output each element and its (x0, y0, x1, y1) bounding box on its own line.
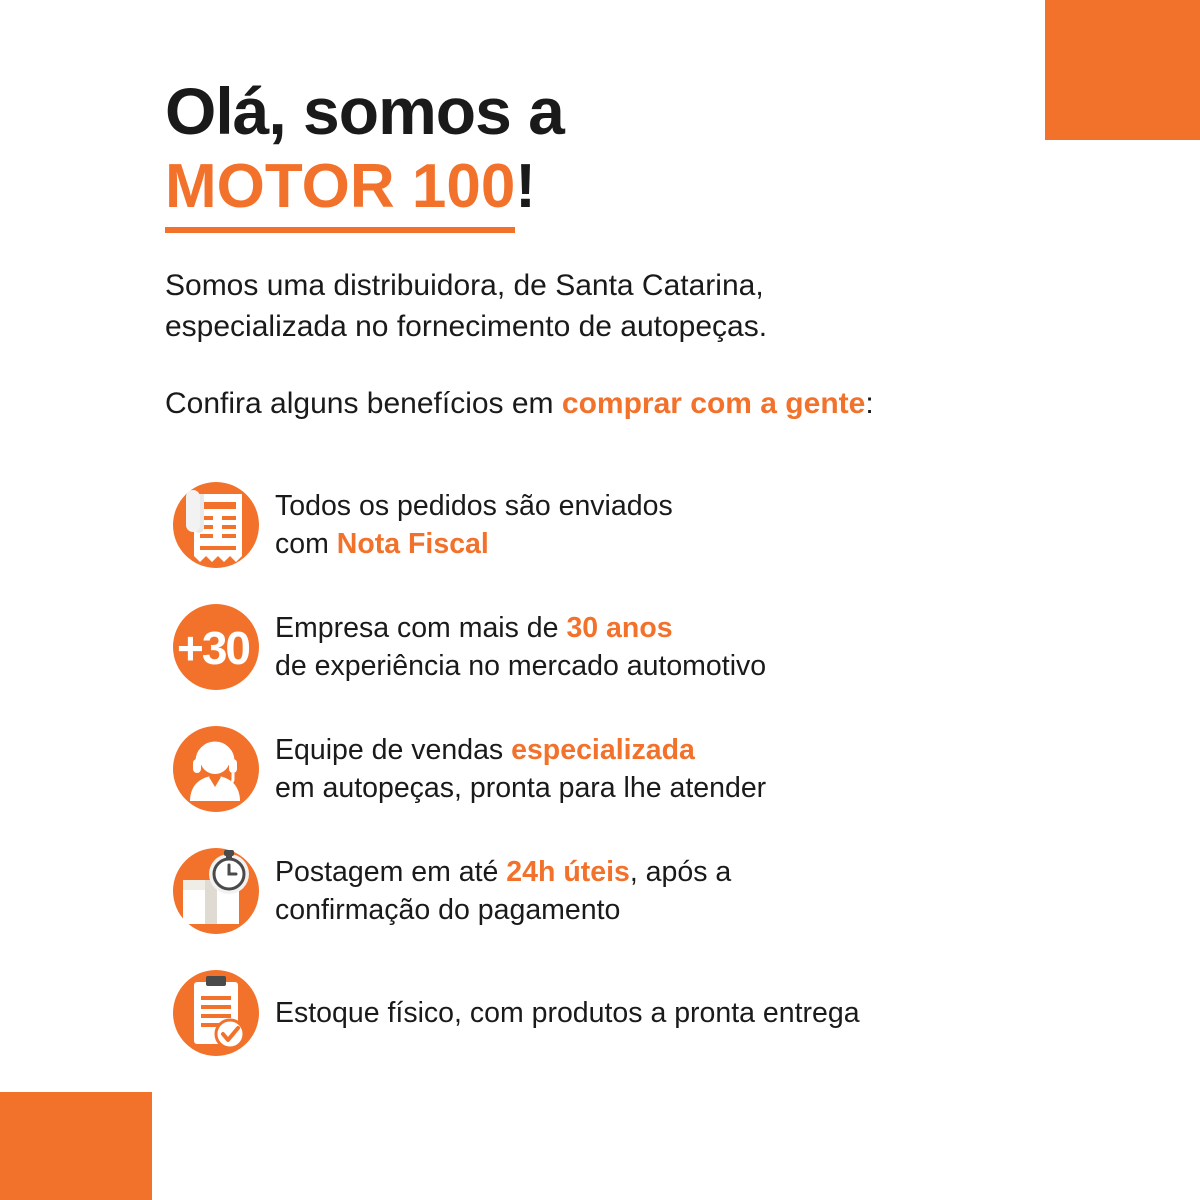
header-block (165, 74, 1125, 421)
list-item-line-1-accent: 24h úteis (506, 856, 630, 889)
list-item (165, 838, 1145, 946)
receipt-icon-glyph (172, 480, 258, 572)
benefits-lead (165, 387, 1125, 421)
list-item-line-1-prefix: Postagem em até (275, 856, 507, 889)
intro-line-1: Somos uma distribuidora, de Santa Catarina, (165, 269, 764, 302)
benefits-lead-suffix: : (865, 387, 874, 420)
list-item-line-2: de experiência no mercado automotivo (275, 650, 767, 682)
list-item-line-1 (275, 854, 731, 892)
list-item-text (265, 854, 731, 929)
headset-agent-icon (165, 720, 265, 820)
clipboard-check-icon (165, 964, 265, 1064)
decorative-corner-bottom-left (0, 1092, 152, 1200)
list-item-text (265, 488, 673, 563)
list-item-text (265, 610, 766, 685)
list-item-line-1-prefix: Empresa com mais de (275, 612, 567, 645)
brand-exclamation: ! (515, 152, 536, 221)
list-item-line-1-accent: especializada (511, 734, 695, 767)
list-item-line-1 (275, 732, 766, 770)
box-stopwatch-icon (165, 842, 265, 942)
clipboard-check-icon-glyph (172, 968, 258, 1060)
benefits-list (165, 472, 1145, 1082)
intro-line-2: especializada no fornecimento de autopeças. (165, 309, 768, 343)
plus-thirty-label: +30 (176, 622, 250, 674)
page-title-line2 (165, 152, 1125, 221)
brand-name: MOTOR 100 (165, 152, 515, 233)
list-item-text (265, 732, 766, 807)
list-item-line-2-prefix: com (275, 528, 337, 560)
list-item-line-1 (275, 610, 766, 648)
benefits-lead-accent: comprar com a gente (561, 387, 866, 420)
receipt-icon (165, 476, 265, 576)
list-item (165, 960, 1145, 1068)
list-item-line-1: Todos os pedidos são enviados (275, 490, 673, 523)
list-item (165, 594, 1145, 702)
list-item-line-2-accent: Nota Fiscal (336, 528, 489, 560)
list-item-line-1-suffix: , após a (629, 856, 732, 889)
list-item-line-1-prefix: Equipe de vendas (275, 734, 512, 767)
list-item (165, 472, 1145, 580)
list-item (165, 716, 1145, 824)
list-item-line-2: confirmação do pagamento (275, 894, 621, 926)
intro-paragraph (165, 266, 1125, 347)
page-title-line1: Olá, somos a (165, 74, 564, 148)
box-stopwatch-icon-glyph (167, 844, 263, 940)
list-item-line-1-accent: 30 anos (566, 612, 673, 645)
list-item-line-2: em autopeças, pronta para lhe atender (275, 772, 767, 804)
benefits-lead-prefix: Confira alguns benefícios em (165, 387, 562, 420)
plus-thirty-badge-icon (165, 598, 265, 698)
list-item-text (265, 995, 860, 1033)
list-item-line-1: Estoque físico, com produtos a pronta entrega (275, 997, 860, 1030)
headset-agent-icon-glyph (172, 727, 258, 813)
list-item-line-2 (275, 526, 673, 564)
